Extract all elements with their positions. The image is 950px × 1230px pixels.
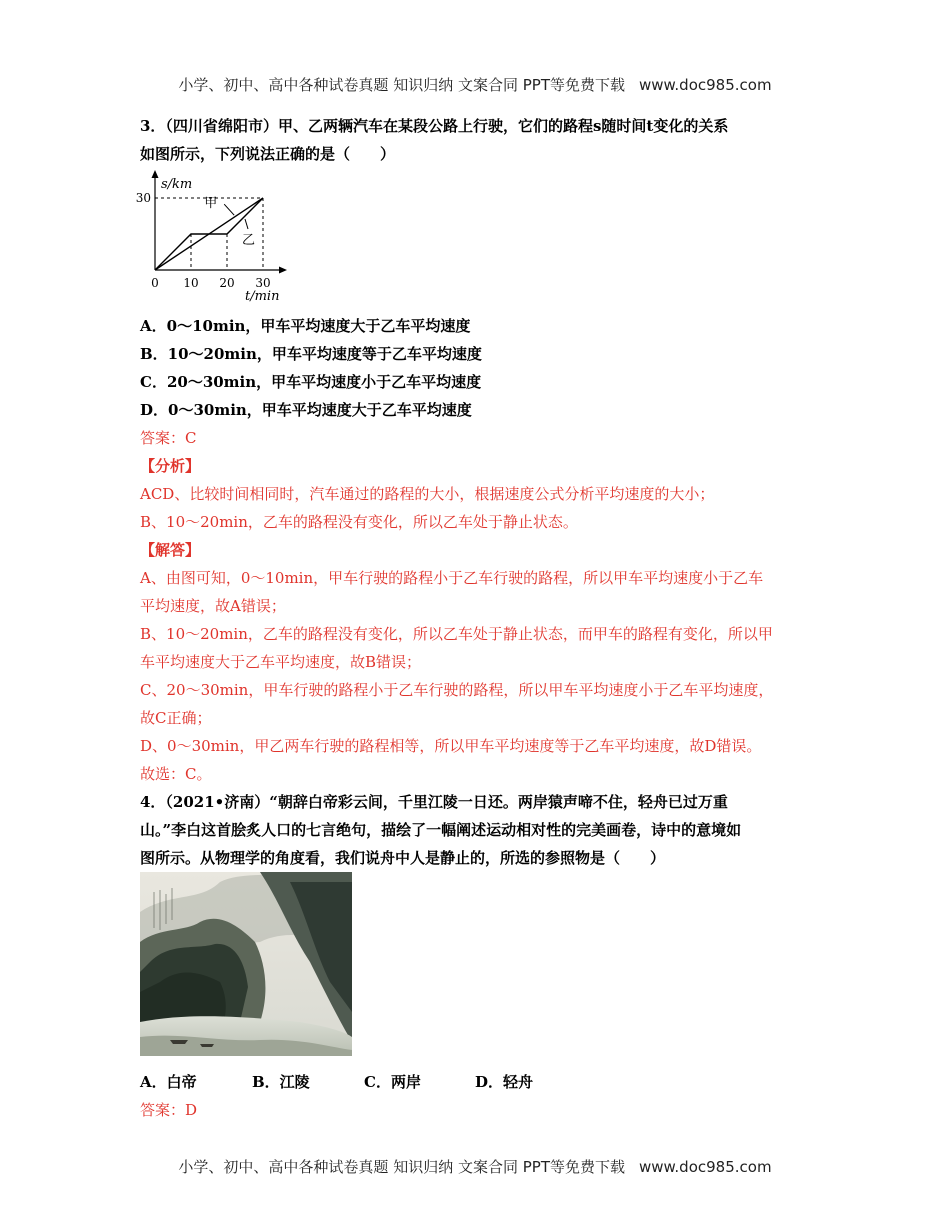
page-header: [0, 74, 950, 95]
series-yi-leader: [245, 219, 248, 229]
footer-text: 小学、初中、高中各种试卷真题 知识归纳 文案合同 PPT等免费下载: [178, 1158, 625, 1176]
q3-solution-line1: A、由图可知，0～10min，甲车行驶的路程小于乙车行驶的路程，所以甲车平均速度小于乙车: [140, 569, 764, 587]
q3-solution-line7: D、0～30min，甲乙两车行驶的路程相等，所以甲车平均速度等于乙车平均速度，故D错误。: [140, 737, 762, 755]
q3-option-b: B．10～20min，甲车平均速度等于乙车平均速度: [140, 345, 482, 363]
q4-stem-line2: 山。”李白这首脍炙人口的七言绝句，描绘了一幅阐述运动相对性的完美画卷，诗中的意境如: [140, 821, 742, 839]
q3-option-a: A．0～10min，甲车平均速度大于乙车平均速度: [140, 317, 471, 335]
y-tick-label: 30: [135, 191, 151, 205]
page-footer: [0, 1156, 950, 1177]
q3-solution-line8: 故选：C。: [140, 765, 212, 783]
q4-stem-line3: 图所示。从物理学的角度看，我们说舟中人是静止的，所选的参照物是（ ）: [140, 849, 666, 867]
series-yi-label: 乙: [242, 233, 256, 248]
q4-option-d: D．轻舟: [475, 1073, 534, 1091]
x-axis-arrow: [279, 267, 287, 274]
y-axis-label: s/km: [161, 177, 193, 192]
q3-solution-line3: B、10～20min，乙车的路程没有变化，所以乙车处于静止状态，而甲车的路程有变化，所以甲: [140, 625, 773, 643]
q4-option-c: C．两岸: [364, 1073, 421, 1091]
distance-time-chart: [135, 168, 288, 304]
x-tick-label: 0: [151, 276, 159, 290]
q4-option-b: B．江陵: [252, 1073, 310, 1091]
series-jia-label: 甲: [204, 196, 218, 212]
q3-answer: 答案：C: [140, 429, 197, 447]
q3-solution-line4: 车平均速度大于乙车平均速度，故B错误；: [140, 653, 422, 671]
q3-analysis-title: 【分析】: [140, 457, 201, 475]
landscape-painting: [140, 872, 352, 1056]
q4-option-a: A．白帝: [140, 1073, 197, 1091]
q3-solution-line6: 故C正确；: [140, 709, 212, 727]
x-tick-label: 20: [219, 276, 235, 290]
q3-option-c: C．20～30min，甲车平均速度小于乙车平均速度: [140, 373, 482, 391]
header-text: 小学、初中、高中各种试卷真题 知识归纳 文案合同 PPT等免费下载: [178, 76, 625, 94]
q3-option-d: D．0～30min，甲车平均速度大于乙车平均速度: [140, 401, 472, 419]
series-jia-leader: [224, 204, 234, 215]
footer-url[interactable]: www.doc985.com: [638, 1158, 772, 1176]
q3-stem-line1: 3．（四川省绵阳市）甲、乙两辆汽车在某段公路上行驶，它们的路程s随时间t变化的关系: [140, 117, 729, 135]
q3-solution-line5: C、20～30min，甲车行驶的路程小于乙车行驶的路程，所以甲车平均速度小于乙车平均速度，: [140, 681, 774, 699]
q3-analysis-line2: B、10～20min，乙车的路程没有变化，所以乙车处于静止状态。: [140, 513, 578, 531]
x-tick-label: 30: [255, 276, 271, 290]
q4-answer: 答案：D: [140, 1101, 198, 1119]
x-tick-label: 10: [183, 276, 199, 290]
y-axis-arrow: [152, 170, 159, 178]
header-url[interactable]: www.doc985.com: [638, 76, 772, 94]
q3-stem-line2: 如图所示，下列说法正确的是（ ）: [140, 145, 396, 163]
q3-solution-title: 【解答】: [140, 541, 201, 559]
x-axis-label: t/min: [245, 289, 280, 304]
q3-solution-line2: 平均速度，故A错误；: [140, 597, 286, 615]
q4-stem-line1: 4．（2021•济南）“朝辞白帝彩云间，千里江陵一日还。两岸猿声啼不住，轻舟已过万重: [140, 793, 728, 811]
q3-analysis-line1: ACD、比较时间相同时，汽车通过的路程的大小，根据速度公式分析平均速度的大小；: [140, 485, 715, 503]
